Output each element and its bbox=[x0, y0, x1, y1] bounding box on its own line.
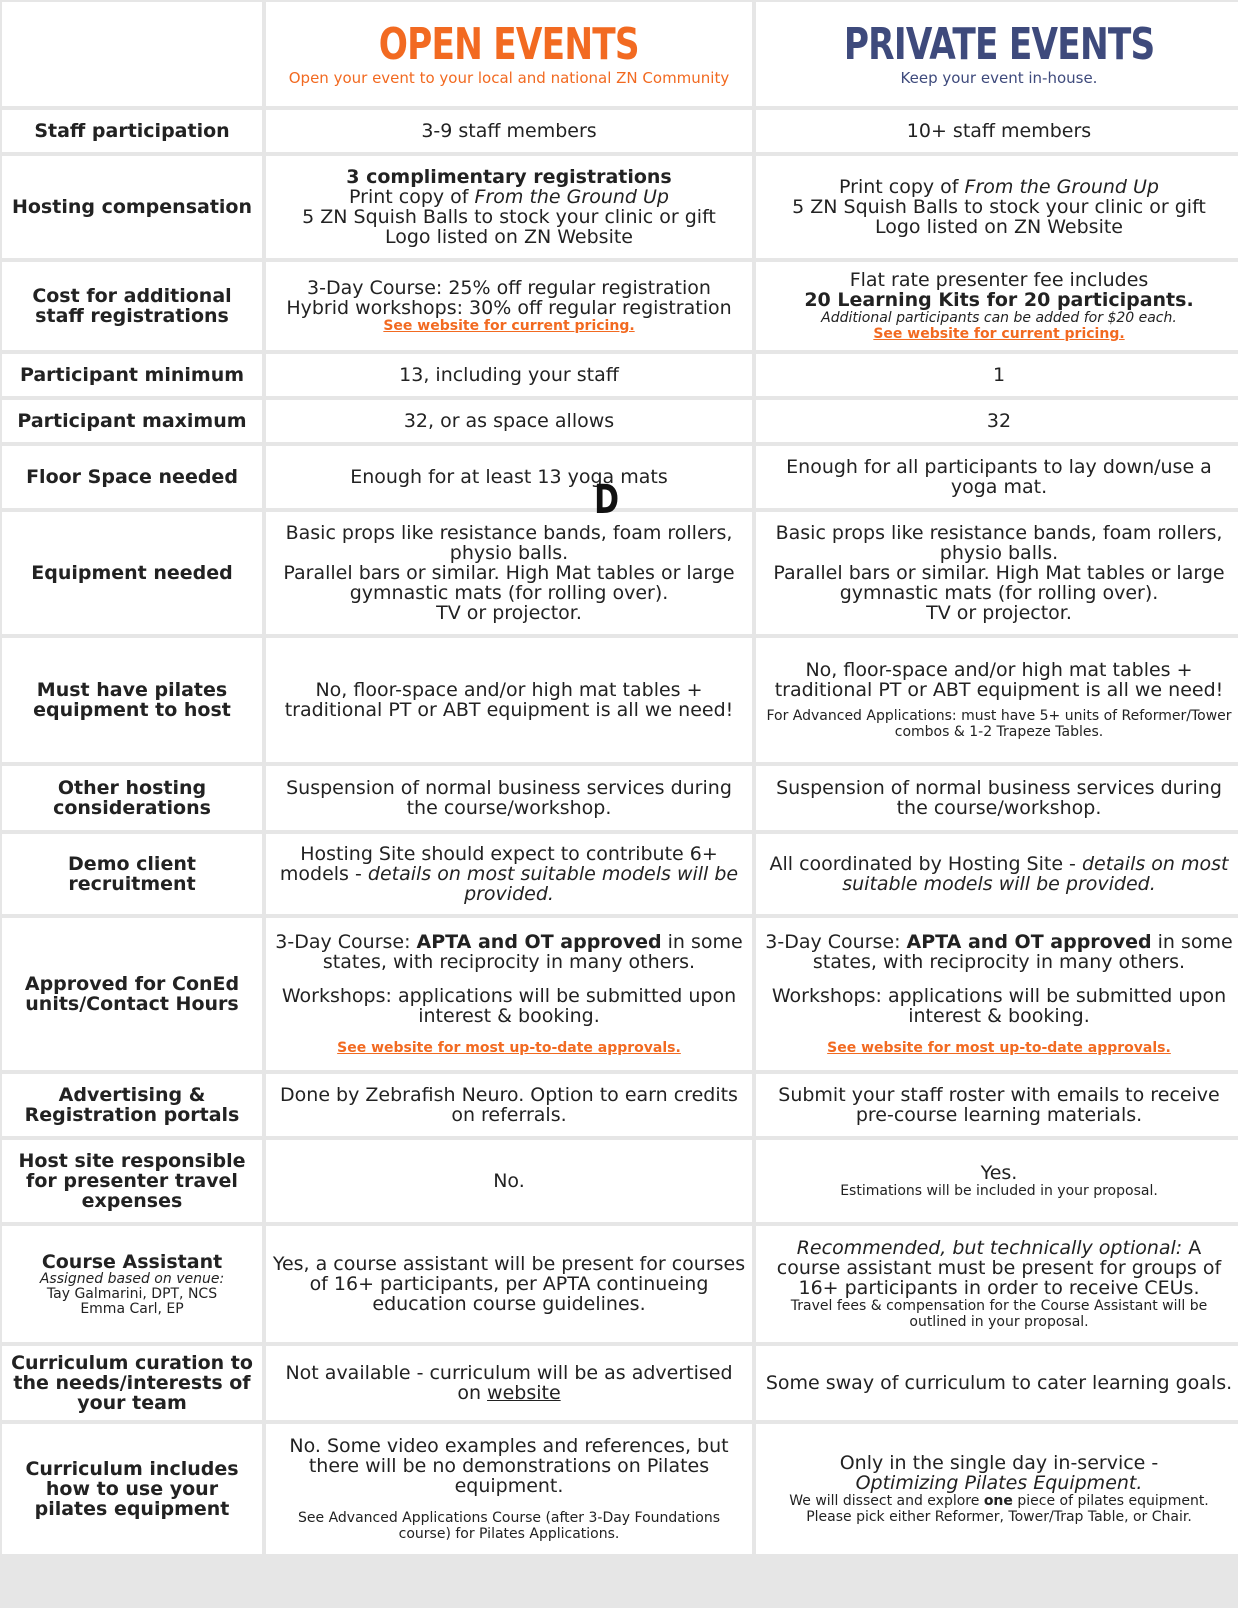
private-hosting-squish: 5 ZN Squish Balls to stock your clinic or gift bbox=[792, 196, 1206, 218]
open-travel: No. bbox=[266, 1140, 752, 1222]
open-demo-italic: details on most suitable models will be provided. bbox=[367, 863, 739, 905]
open-includes-note: See Advanced Applications Course (after 3-Day Foundations course) for Pilates Applications. bbox=[298, 1510, 720, 1542]
open-max: 32, or as space allows bbox=[266, 400, 752, 442]
open-coned-workshops: Workshops: applications will be submitted upon interest & booking. bbox=[281, 985, 737, 1027]
open-pilates: No, floor-space and/or high mat tables + traditional PT or ABT equipment is all we need! bbox=[266, 638, 752, 762]
private-pilates-note: For Advanced Applications: must have 5+ units of Reformer/Tower combos & 1-2 Trapeze Tables. bbox=[766, 708, 1232, 740]
open-min: 13, including your staff bbox=[266, 354, 752, 396]
open-curation-text: Not available - curriculum will be as advertised on bbox=[285, 1362, 733, 1404]
private-min: 1 bbox=[756, 354, 1238, 396]
row-label-hosting: Hosting compensation bbox=[2, 156, 262, 258]
open-cost-hybrid: Hybrid workshops: 30% off regular registration bbox=[286, 297, 732, 319]
row-label-max: Participant maximum bbox=[2, 400, 262, 442]
row-label-floor: Floor Space needed bbox=[2, 446, 262, 508]
private-demo bbox=[756, 834, 1238, 914]
open-coned bbox=[266, 918, 752, 1070]
row-label-staff: Staff participation bbox=[2, 110, 262, 152]
private-pilates bbox=[756, 638, 1238, 762]
private-equipment bbox=[756, 512, 1238, 634]
row-label-curation: Curriculum curation to the needs/interests of your team bbox=[2, 1346, 262, 1420]
open-floor: Enough for at least 13 yoga mats bbox=[266, 446, 752, 508]
private-cost-note: Additional participants can be added for $20 each. bbox=[821, 310, 1177, 326]
private-events-title: PRIVATE EVENTS bbox=[843, 19, 1155, 70]
private-demo-italic: details on most suitable models will be provided. bbox=[842, 853, 1229, 895]
open-cost-3day: 3-Day Course: 25% off regular registration bbox=[307, 277, 711, 299]
open-hosting-print: Print copy of From the Ground Up bbox=[349, 186, 669, 208]
private-travel-yes: Yes. bbox=[980, 1162, 1018, 1184]
open-demo bbox=[266, 834, 752, 914]
row-label-advert: Advertising & Registration portals bbox=[2, 1074, 262, 1136]
private-equipment-bars: Parallel bars or similar. High Mat tables or large gymnastic mats (for rolling over). bbox=[773, 562, 1225, 604]
private-hosting bbox=[756, 156, 1238, 258]
private-events-header bbox=[756, 2, 1238, 106]
private-assistant bbox=[756, 1226, 1238, 1342]
row-label-coned: Approved for ConEd units/Contact Hours bbox=[2, 918, 262, 1070]
row-label-min: Participant minimum bbox=[2, 354, 262, 396]
private-coned bbox=[756, 918, 1238, 1070]
row-label-equipment: Equipment needed bbox=[2, 512, 262, 634]
row-label-pilates: Must have pilates equipment to host bbox=[2, 638, 262, 762]
open-advert: Done by Zebrafish Neuro. Option to earn credits on referrals. bbox=[266, 1074, 752, 1136]
private-assistant-note: Travel fees & compensation for the Course Assistant will be outlined in your proposal. bbox=[790, 1298, 1208, 1330]
private-events-subtitle: Keep your event in-house. bbox=[900, 69, 1098, 87]
overlay-letter-d: D bbox=[594, 477, 620, 523]
open-cost bbox=[266, 262, 752, 350]
open-curation bbox=[266, 1346, 752, 1420]
row-label-travel: Host site responsible for presenter travel expenses bbox=[2, 1140, 262, 1222]
private-coned-3day: 3-Day Course: APTA and OT approved in some states, with reciprocity in many others. bbox=[765, 931, 1233, 973]
assistant-label: Course Assistant bbox=[41, 1250, 223, 1273]
open-equipment bbox=[266, 512, 752, 634]
private-max: 32 bbox=[756, 400, 1238, 442]
private-hosting-logo: Logo listed on ZN Website bbox=[874, 216, 1123, 238]
row-label-cost: Cost for additional staff registrations bbox=[2, 262, 262, 350]
row-label-other: Other hosting considerations bbox=[2, 766, 262, 830]
assistant-label-note: Assigned based on venue: bbox=[39, 1270, 225, 1287]
private-includes-text: Only in the single day in-service - bbox=[839, 1452, 1159, 1474]
row-label-assistant bbox=[2, 1226, 262, 1342]
open-includes-text: No. Some video examples and references, but there will be no demonstrations on Pilates equipment. bbox=[289, 1435, 729, 1497]
private-advert: Submit your staff roster with emails to receive pre-course learning materials. bbox=[756, 1074, 1238, 1136]
open-cost-pricing-link[interactable]: See website for current pricing. bbox=[383, 318, 635, 334]
private-coned-workshops: Workshops: applications will be submitted upon interest & booking. bbox=[771, 985, 1227, 1027]
open-equipment-props: Basic props like resistance bands, foam rollers, physio balls. bbox=[285, 522, 733, 564]
private-includes bbox=[756, 1424, 1238, 1554]
open-equipment-bars: Parallel bars or similar. High Mat tables or large gymnastic mats (for rolling over). bbox=[283, 562, 735, 604]
private-assistant-italic: Recommended, but technically optional: bbox=[796, 1237, 1183, 1259]
private-coned-approvals-link[interactable]: See website for most up-to-date approvals. bbox=[827, 1040, 1171, 1056]
row-label-demo: Demo client recruitment bbox=[2, 834, 262, 914]
private-travel bbox=[756, 1140, 1238, 1222]
open-hosting-logo: Logo listed on ZN Website bbox=[384, 226, 633, 248]
private-demo-text: All coordinated by Hosting Site - bbox=[769, 853, 1082, 875]
private-hosting-print: Print copy of From the Ground Up bbox=[839, 176, 1159, 198]
open-demo-text: Hosting Site should expect to contribute 6+ models - bbox=[279, 843, 718, 885]
open-staff: 3-9 staff members bbox=[266, 110, 752, 152]
private-includes-pick: Please pick either Reformer, Tower/Trap Table, or Chair. bbox=[806, 1509, 1192, 1525]
open-hosting-complimentary: 3 complimentary registrations bbox=[346, 166, 672, 188]
open-hosting-squish: 5 ZN Squish Balls to stock your clinic or gift bbox=[302, 206, 716, 228]
private-curation: Some sway of curriculum to cater learning goals. bbox=[756, 1346, 1238, 1420]
private-equipment-props: Basic props like resistance bands, foam rollers, physio balls. bbox=[775, 522, 1223, 564]
private-floor: Enough for all participants to lay down/use a yoga mat. bbox=[756, 446, 1238, 508]
row-label-includes: Curriculum includes how to use your pilates equipment bbox=[2, 1424, 262, 1554]
open-coned-approvals-link[interactable]: See website for most up-to-date approvals. bbox=[337, 1040, 681, 1056]
private-assistant-text: A course assistant must be present for groups of 16+ participants in order to receive CEUs. bbox=[776, 1237, 1222, 1299]
private-pilates-text: No, floor-space and/or high mat tables + traditional PT or ABT equipment is all we need! bbox=[774, 659, 1224, 701]
open-events-title: OPEN EVENTS bbox=[378, 19, 640, 70]
private-includes-note: We will dissect and explore one piece of pilates equipment. bbox=[789, 1493, 1209, 1509]
private-cost-pricing-link[interactable]: See website for current pricing. bbox=[873, 326, 1125, 342]
private-equipment-tv: TV or projector. bbox=[926, 602, 1072, 624]
open-events-subtitle: Open your event to your local and national ZN Community bbox=[288, 69, 730, 87]
private-cost-kits: 20 Learning Kits for 20 participants. bbox=[804, 289, 1194, 311]
open-assistant: Yes, a course assistant will be present for courses of 16+ participants, per APTA continueing education course guidelines. bbox=[266, 1226, 752, 1342]
header-empty-cell bbox=[2, 2, 262, 106]
private-travel-note: Estimations will be included in your proposal. bbox=[840, 1183, 1158, 1199]
open-events-header bbox=[266, 2, 752, 106]
open-hosting bbox=[266, 156, 752, 258]
private-includes-course: Optimizing Pilates Equipment. bbox=[855, 1472, 1143, 1494]
private-staff: 10+ staff members bbox=[756, 110, 1238, 152]
assistant-name-tay: Tay Galmarini, DPT, NCS bbox=[46, 1285, 218, 1302]
assistant-name-emma: Emma Carl, EP bbox=[80, 1300, 184, 1317]
open-curation-website-link[interactable]: website bbox=[487, 1382, 561, 1404]
open-coned-3day: 3-Day Course: APTA and OT approved in some states, with reciprocity in many others. bbox=[275, 931, 743, 973]
private-cost-flat-rate: Flat rate presenter fee includes bbox=[849, 269, 1149, 291]
open-other: Suspension of normal business services during the course/workshop. bbox=[266, 766, 752, 830]
private-cost bbox=[756, 262, 1238, 350]
open-includes bbox=[266, 1424, 752, 1554]
open-equipment-tv: TV or projector. bbox=[436, 602, 582, 624]
private-other: Suspension of normal business services during the course/workshop. bbox=[756, 766, 1238, 830]
